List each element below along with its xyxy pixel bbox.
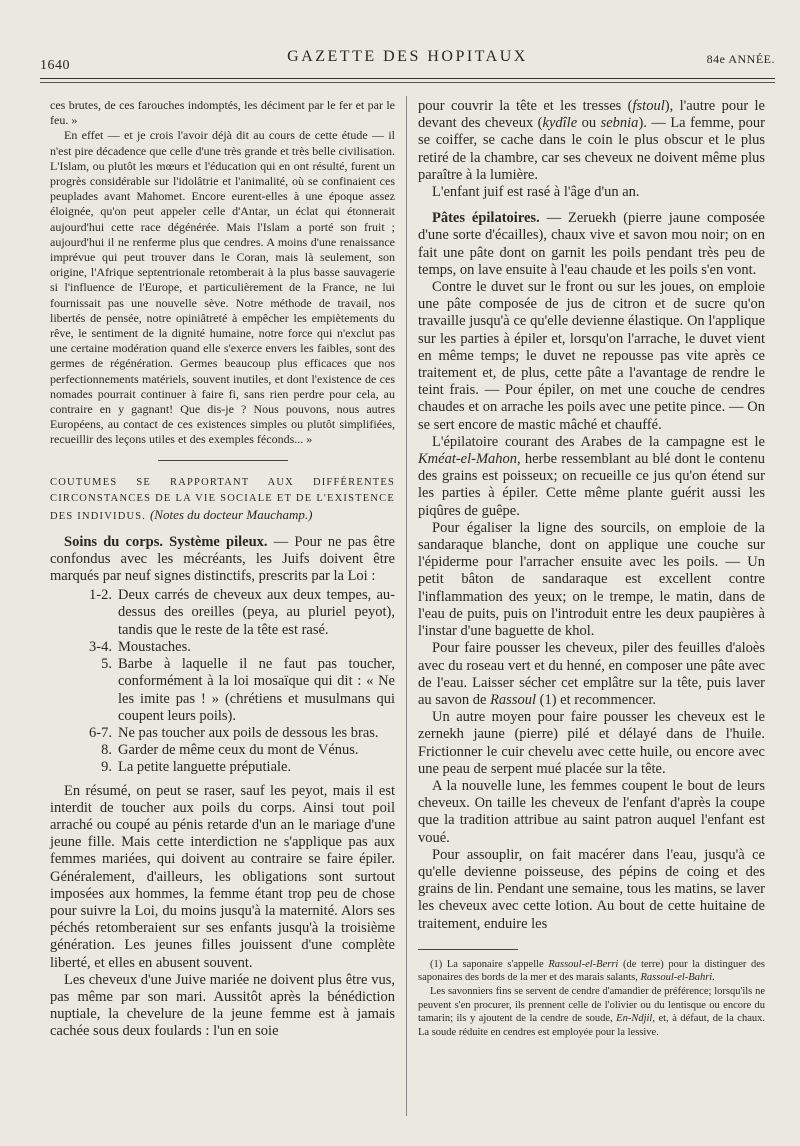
paragraph: pour couvrir la tête et les tresses (fstoul), l'autre pour le devant des cheveux (kydîle ou sebnia). — La femme, pour se coiffer, se cache dans le coin le plus obscur et le plus retiré de la chambre, car ses cheveux ne doivent même plus paraître à la lumière.: [418, 98, 765, 183]
paragraph: A la nouvelle lune, les femmes coupent le bout de leurs cheveux. On taille les cheveux de l'enfant d'après la coupe que la tradition attribue au saint patron auquel l'enfant est voué.: [418, 777, 765, 846]
year-label: 84e ANNÉE.: [706, 52, 775, 66]
footnote: Les savonniers fins se servent de cendre d'amandier de préférence; lorsqu'ils ne peuvent s'en procurer, ils prennent celle de l'olivier ou du lentisque ou encore du tamarin; ils y ajoutent de la cendre de soude, En-Ndjil, et, à défaut, de la chaux. La soude réduite en cendres est employée pour la lessive.: [418, 985, 765, 1038]
paragraph: Un autre moyen pour faire pousser les cheveux est le zernekh jaune (pierre) pilé et délayé dans de l'huile. Frictionner le cuir chevelu avec cette huile, ou encore avec une peau de serpent mué placée sur la tête.: [418, 709, 765, 777]
header-rule-thin: [40, 82, 775, 83]
list-item: [50, 639, 395, 656]
section-separator: [158, 460, 288, 461]
footnote-ref: (1): [536, 691, 557, 708]
paragraph: En résumé, on peut se raser, sauf les peyot, mais il est interdit de toucher aux poils du corps. Ainsi tout poil arraché ou coupé au pénis retarde d'un an le mariage d'une jeune fille. Mais cette interdiction ne s'applique pas aux femmes mariées, qui doivent au contraire se faire épiler. Généralement, d'ailleurs, les obligations sont surtout imposées aux hommes, la femme étant trop peu de chose pour suivre la Loi, du moins jusqu'à la maternité. Alors ses péchés retomberaient sur ses enfants jusqu'à la troisième génération. Les jeunes filles jouissent d'une complète liberté, et elles en abusent souvent.: [50, 782, 395, 971]
paragraph: Contre le duvet sur le front ou sur les joues, on emploie une pâte composée de jus de citron et de sucre qu'on travaille jusqu'à ce qu'elle devienne élastique. On l'applique sur les parties à épiler et, lorsqu'on l'arrache, le duvet vient en même temps; le duvet ne repousse pas vite après ce traitement et, de plus, cette pâte a l'avantage de rendre le teint frais. — Pour épiler, on met une couche de cendres chaudes et on arrache les poils avec une petite pince. — On se sert encore de mastic mâché et chauffé.: [418, 279, 765, 433]
left-column: [50, 98, 395, 1041]
quoted-passage: [50, 98, 395, 448]
list-number: 6-7.: [89, 724, 112, 741]
footnote: (1) La saponaire s'appelle Rassoul-el-Berri (de terre) pour la distinguer des saponaires des bords de la mer et des marais salants, Rassoul-el-Bahri.: [418, 958, 766, 984]
list-text: Garder de même ceux du mont de Vénus.: [118, 742, 359, 759]
list-item: [50, 725, 395, 742]
paragraph: L'enfant juif est rasé à l'âge d'un an.: [432, 184, 640, 201]
section-heading: [50, 475, 395, 525]
list-item: [50, 587, 395, 639]
section-heading-note: (Notes du docteur Mauchamp.): [149, 506, 313, 522]
footnote-separator: [418, 949, 518, 950]
right-column: [418, 98, 765, 1039]
column-divider: [406, 96, 407, 1116]
list-item: [50, 759, 395, 776]
list-text: Deux carrés de cheveux aux deux tempes, au-dessus des oreilles (peya, au pluriel peyot), tandis que le reste de la tête est rasé.: [118, 587, 395, 638]
page-header: [40, 48, 775, 74]
footnotes: [418, 958, 765, 1040]
list-text: Ne pas toucher aux poils de dessous les bras.: [118, 724, 379, 741]
paragraph: Soins du corps. Système pileux. — Pour ne pas être confondus avec les mécréants, les Juifs doivent être marqués par neuf signes distinctifs, prescrits par la Loi :: [50, 533, 395, 585]
header-rule: [40, 78, 775, 79]
journal-title: GAZETTE DES HOPITAUX: [287, 48, 528, 65]
article-body-right: [418, 98, 765, 933]
section-heading-caps: COUTUMES SE RAPPORTANT AUX DIFFÉRENTES CIRCONSTANCES DE LA VIE SOCIALE ET DE L'EXISTENCE DES INDIVIDUS. (Notes du docteur Mauchamp.): [50, 476, 395, 522]
paragraph: Les cheveux d'une Juive mariée ne doivent plus être vus, pas même par son mari. Aussitôt après la bénédiction nuptiale, la chevelure de la jeune femme est à jamais cachée sous deux foulards : l'un en soie: [50, 971, 395, 1040]
distinctive-signs-list: [50, 587, 395, 776]
paragraph: Pour égaliser la ligne des sourcils, on emploie de la sandaraque blanche, dont on applique une couche sur l'épiderme pour l'arracher ensuite avec les poils. — Un petit bâton de sandaraque est excellent contre l'inflammation des yeux; on le trempe, le matin, dans de l'eau de puits, puis on l'introduit entre les deux paupières à l'instar d'une baguette de khol.: [418, 519, 765, 640]
paragraph: ces brutes, de ces farouches indomptés, les déciment par le fer et par le feu. »: [50, 98, 395, 128]
page-number: 1640: [40, 58, 70, 73]
paragraph: En effet — et je crois l'avoir déjà dit au cours de cette étude — il n'est pire décadence que celle d'une très grande et très belle civilisation. L'Islam, ou plutôt les mœurs et l'éducation qui en ont résulté, furent un progrès considérable sur l'idolâtrie et l'animalité, où se confinaient ces peuplades avant Mahomet. Encore eurent-elles à une époque assez éloignée, qu'on peut appeler celle d'Antar, un éclat qui étonnerait aujourd'hui cette race dégénérée. Mais l'Islam a porté son fruit ; aujourd'hui il ne renferme plus que cendres. A moins d'une renaissance imprévue qui peut trouver dans le Coran, mais là seulement, son origine, l'Afrique septentrionale retomberait à la plus basse sauvagerie si l'influence de l'Europe, et particulièrement de la France, ne lui fournissait pas une nouvelle sève. Notre méthode de travail, nos libertés de pensée, notre opiniâtreté à empêcher les empiètements du rêve, le sentiment de la dignité humaine, notre force qui n'exclut pas une certaine modération quand elle s'exerce envers les faibles, sont des germes de régénération. Germes beaucoup plus efficaces que nos perfectionnements matériels, souvent inutiles, et dont l'existence de ces nomades pourrait continuer à faire fi, sans rien perdre pour cela, au contraire en y gagnant! Que dis-je ? Nous pouvons, nous autres Européens, au contact de ces existences simples ou plutôt simplifiées, recueillir des leçons utiles et des exemples féconds... »: [50, 128, 395, 447]
subheading-soins: Soins du corps. Système pileux.: [64, 533, 268, 550]
list-text: La petite languette préputiale.: [118, 759, 292, 776]
paragraph: Pour assouplir, on fait macérer dans l'eau, jusqu'à ce qu'elle devienne poisseuse, des pépins de coing et des grains de lin. Pendant une semaine, tous les matins, se laver les cheveux avec cette lotion. Au bout de cette huitaine de traitement, enduire les: [418, 846, 765, 932]
paragraph: Pour faire pousser les cheveux, piler des feuilles d'aloès avec du roseau vert et du henné, en composer une pâte avec de l'eau. Laisser sécher cet emplâtre sur la tête, puis laver au savon de Rassoul (1) et recommencer.: [418, 640, 765, 708]
list-item: [50, 742, 395, 759]
list-number: 3-4.: [89, 638, 112, 655]
list-item: [50, 656, 395, 725]
paragraph: L'épilatoire courant des Arabes de la campagne est le Kméat-el-Mahon, herbe ressemblant au blé dont le contenu des grains est poisseux; on recueille ce jus qu'on étend sur les parties à épiler. Cette même plante guérit aussi les piqûres de guêpe.: [418, 433, 765, 519]
paragraph: Pâtes épilatoires. — Zeruekh (pierre jaune composée d'une sorte d'écailles), chaux vive et savon mou noir; on en fait une pâte dont on garnit les poils pendant très peu de temps, on lave ensuite à l'eau chaude et les poils s'en vont.: [418, 210, 765, 278]
subheading-pates: Pâtes épilatoires.: [432, 210, 540, 227]
list-number: 1-2.: [89, 587, 112, 604]
article-body-left: [50, 534, 395, 1041]
list-text: Moustaches.: [118, 638, 191, 655]
list-number: 8.: [101, 742, 112, 759]
list-number: 9.: [101, 759, 112, 776]
list-number: 5.: [101, 656, 112, 673]
list-text: Barbe à laquelle il ne faut pas toucher, conformément à la loi mosaïque qui dit : « Ne les imite pas ! » (chrétiens et musulmans qui coupent leurs poils).: [118, 656, 395, 724]
